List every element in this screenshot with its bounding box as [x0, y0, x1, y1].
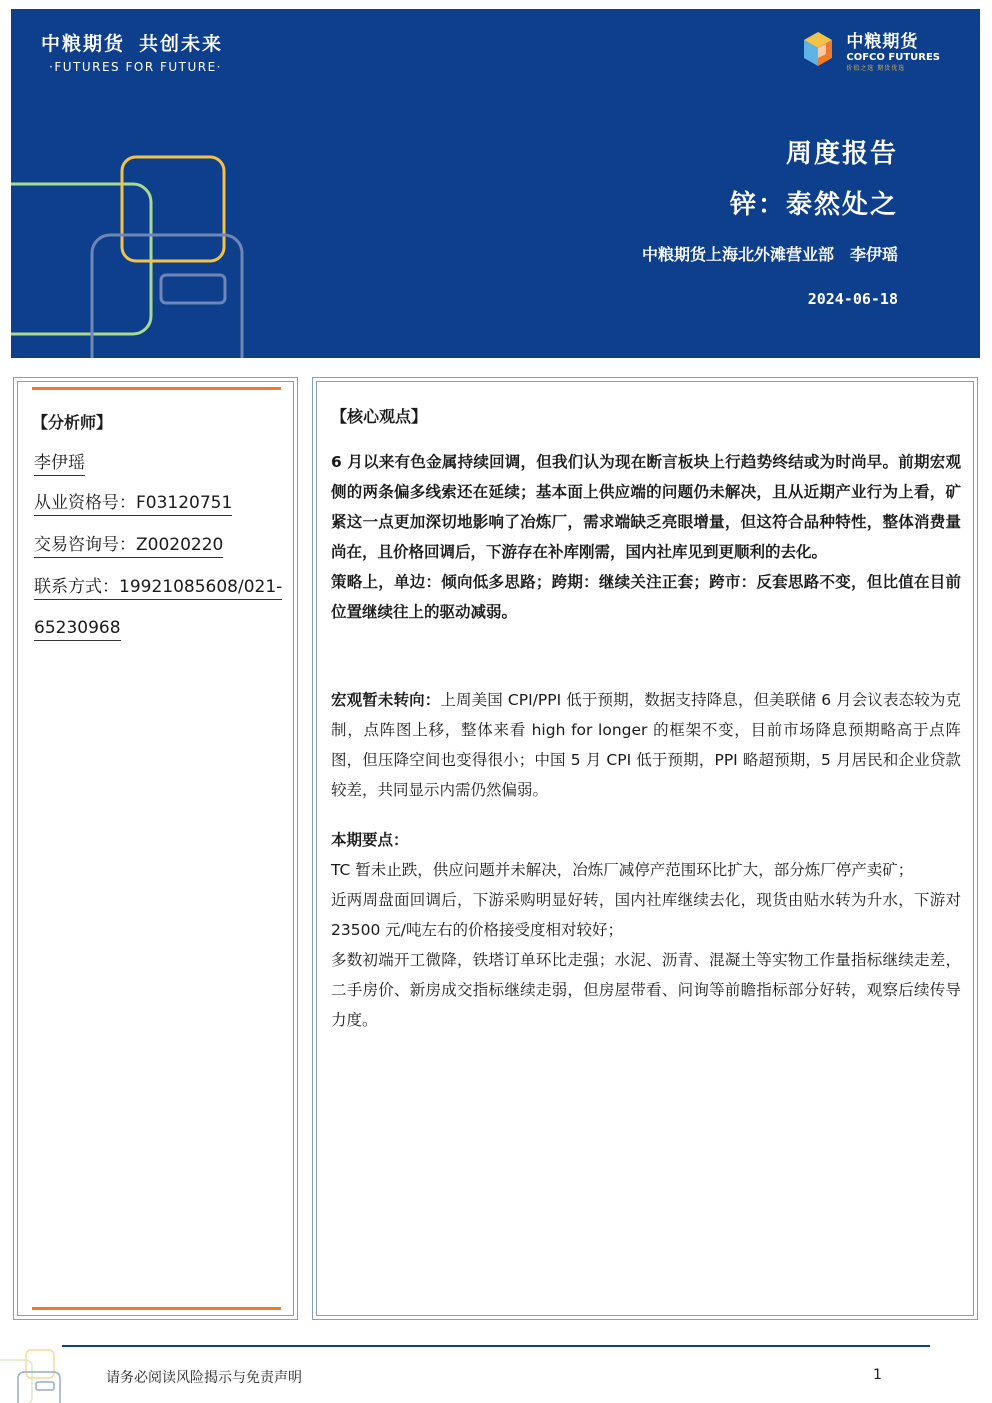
report-type: 周度报告 [785, 139, 898, 169]
macro-label: 宏观暂未转向： [331, 691, 441, 709]
point-2: 近两周盘面回调后，下游采购明显好转，国内社库继续去化，现货由贴水转为升水，下游对 23500 元/吨左右的价格接受度相对较好； [331, 891, 961, 939]
footer-decorative-icon [0, 1346, 62, 1403]
point-1: TC 暂未止跌，供应问题并未解决，冶炼厂减停产范围环比扩大，部分炼厂停产卖矿； [331, 861, 914, 879]
logo-en: COFCO FUTURES [846, 52, 940, 63]
author-name: 李伊瑶 [849, 245, 898, 264]
consulting-number: 交易咨询号：Z0020220 [34, 534, 223, 558]
department-name: 中粮期货上海北外滩营业部 [641, 245, 834, 264]
points-label: 本期要点： [331, 831, 409, 849]
cover-banner [11, 9, 980, 358]
core-view-content [331, 404, 961, 1035]
point-3: 多数初端开工微降，铁塔订单环比走强；水泥、沥青、混凝土等实物工作量指标继续走差，二手房价、新房成交指标继续走弱，但房屋带看、问询等前瞻指标部分好转，观察后续传导力度。 [331, 951, 961, 1029]
logo-sub: 价值之选 期货优选 [846, 65, 906, 72]
report-date: 2024-06-18 [807, 290, 898, 308]
company-logo [796, 27, 940, 72]
qualification-number: 从业资格号：F03120751 [34, 492, 232, 516]
slogan-cn-2: 共创未来 [139, 33, 224, 55]
slogan-cn [41, 29, 223, 56]
slogan-en: ·FUTURES FOR FUTURE· [49, 60, 222, 74]
contact-line-1: 联系方式：19921085608/021- [34, 576, 282, 600]
macro-text: 上周美国 CPI/PPI 低于预期，数据支持降息，但美联储 6 月会议表态较为克制，点阵图上移，整体来看 high for longer 的框架不变，目前市场降息预期略高于点阵图，但压降空间也变得很小；中国 5 月 CPI 低于预期，PPI 略超预期，5 月居民和企业贷款较差，共同显示内需仍然偏弱。 [331, 691, 961, 799]
top-accent-bar [32, 387, 281, 390]
logo-cn: 中粮期货 [846, 32, 919, 52]
cofco-logo-icon [796, 28, 840, 72]
analyst-name: 李伊瑶 [34, 452, 85, 476]
logo-text [846, 27, 940, 72]
core-heading: 【核心观点】 [331, 407, 428, 426]
decorative-shapes-icon [11, 149, 271, 358]
slogan-cn-1: 中粮期货 [41, 33, 126, 55]
core-view-panel-inner [316, 381, 974, 1316]
analyst-heading: 【分析师】 [32, 413, 113, 432]
core-strategy: 策略上，单边：倾向低多思路；跨期：继续关注正套；跨市：反套思路不变，但比值在目前位置继续往上的驱动减弱。 [331, 573, 961, 621]
slogan [41, 29, 223, 74]
disclaimer-text: 请务必阅读风险揭示与免责声明 [106, 1370, 302, 1386]
page-number: 1 [873, 1367, 882, 1383]
core-view-panel [312, 377, 978, 1320]
contact-line-2: 65230968 [34, 617, 121, 641]
macro-paragraph [331, 685, 961, 805]
footer-divider [62, 1345, 930, 1347]
report-title: 锌：泰然处之 [729, 190, 898, 220]
core-summary: 6 月以来有色金属持续回调，但我们认为现在断言板块上行趋势终结或为时尚早。前期宏观侧的两条偏多线索还在延续；基本面上供应端的问题仍未解决，且从近期产业行为上看，矿紧这一点更加深切地影响了冶炼厂，需求端缺乏亮眼增量，但这符合品种特性，整体消费量尚在，且价格回调后，下游存在补库刚需，国内社库见到更顺利的去化。 [331, 453, 961, 561]
bottom-accent-bar [32, 1307, 281, 1310]
analyst-panel [13, 377, 298, 1320]
report-department [642, 242, 898, 265]
analyst-panel-inner [17, 381, 294, 1316]
